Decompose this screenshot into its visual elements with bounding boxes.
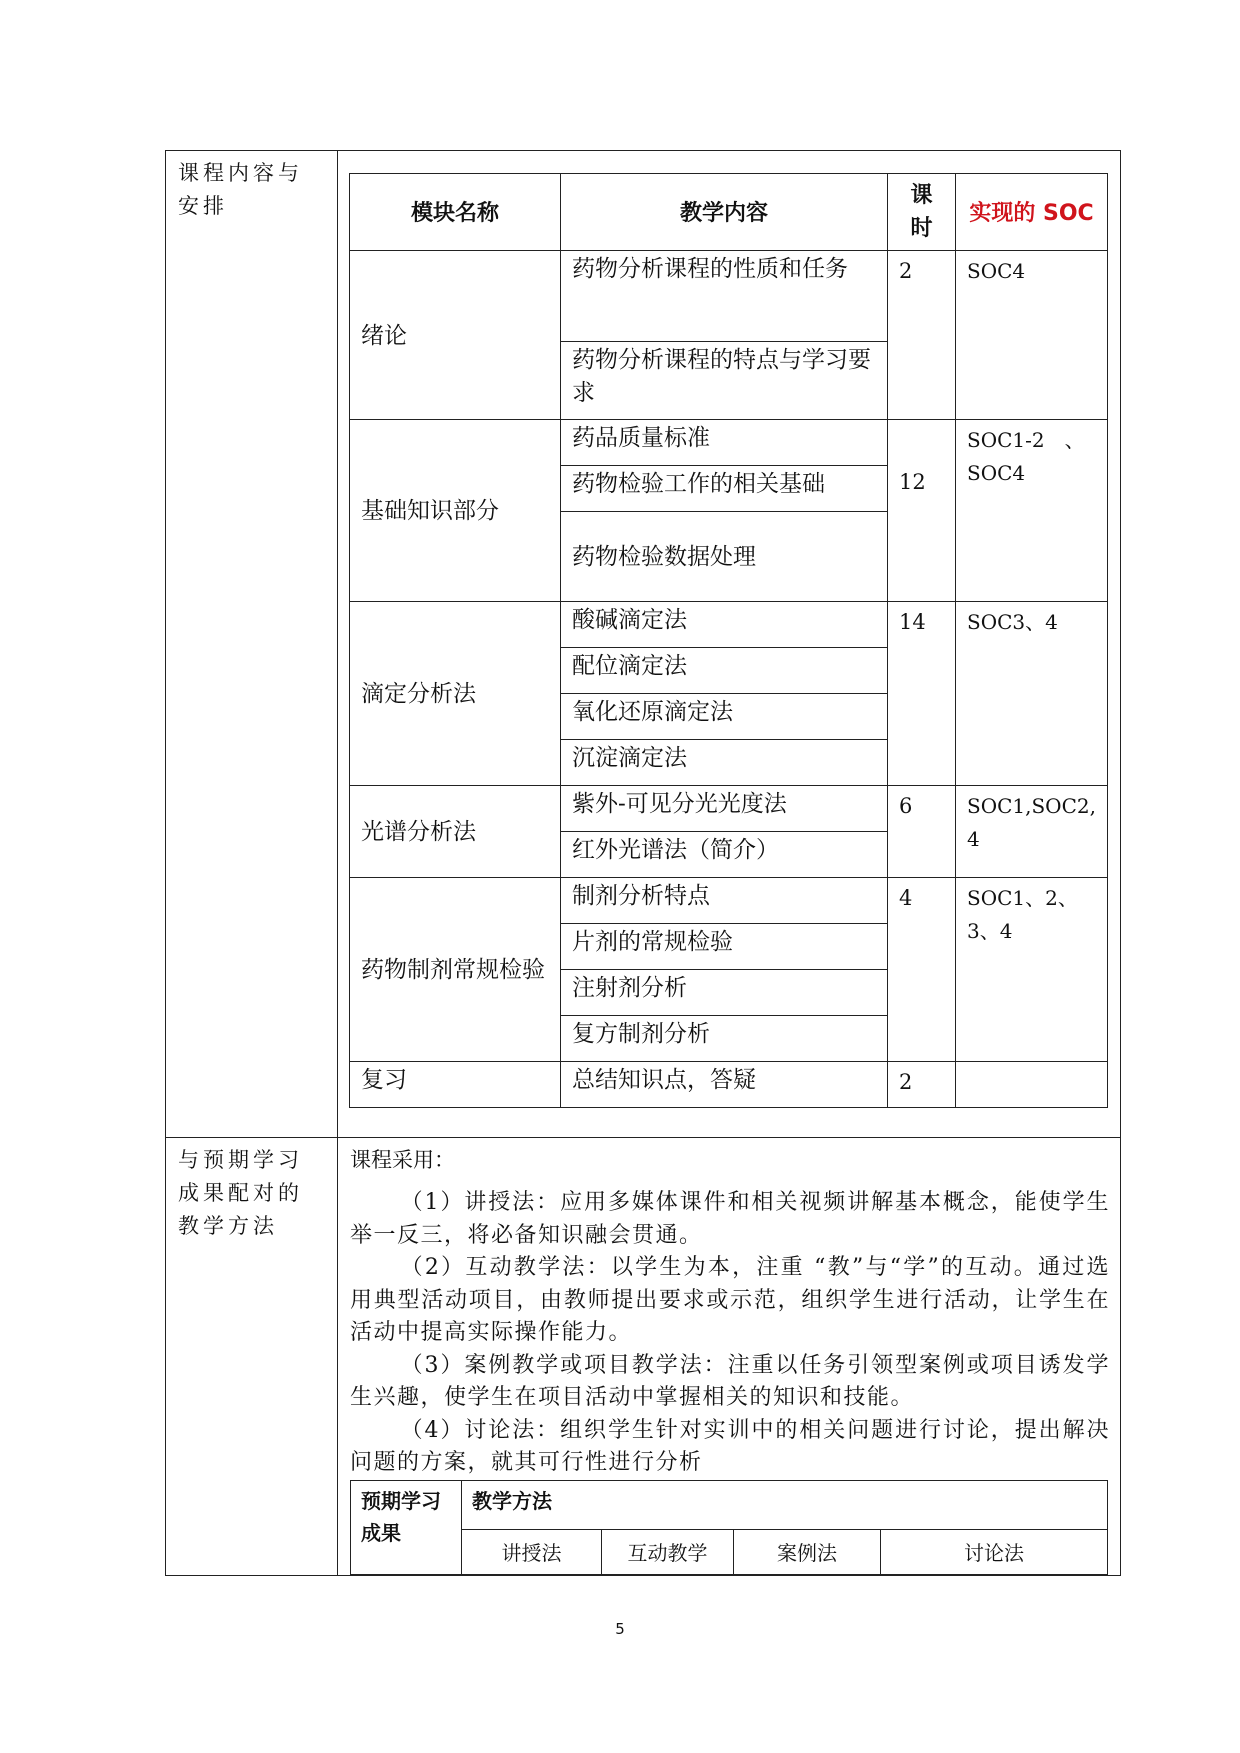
content-item: 红外光谱法（简介）: [561, 832, 888, 878]
content-item: 总结知识点，答疑: [561, 1062, 888, 1108]
outcome-header: 预期学习成果: [351, 1480, 462, 1574]
module-name: 基础知识部分: [350, 420, 561, 602]
content-item: 药品质量标准: [561, 420, 888, 466]
header-soc: 实现的 SOC: [956, 174, 1108, 251]
content-item: 药物分析课程的特点与学习要求: [561, 342, 888, 420]
methods-paragraphs: [338, 1187, 1120, 1480]
module-table: [349, 173, 1108, 1108]
content-item: 氧化还原滴定法: [561, 694, 888, 740]
method-paragraph: （2）互动教学法：以学生为本，注重 “教”与“学”的互动。通过选用典型活动项目，由教师提出要求或示范，组织学生进行活动，让学生在活动中提高实际操作能力。: [350, 1255, 1110, 1345]
method-paragraph: （1）讲授法：应用多媒体课件和相关视频讲解基本概念，能使学生举一反三，将必备知识融会贯通。: [350, 1190, 1110, 1248]
hours-value: 2: [888, 251, 956, 420]
soc-value: SOC3、4: [956, 602, 1108, 786]
content-item: 片剂的常规检验: [561, 924, 888, 970]
content-label-cell: [166, 151, 338, 1138]
hours-value: 2: [888, 1062, 956, 1108]
content-item: 沉淀滴定法: [561, 740, 888, 786]
course-outline-table: [165, 150, 1121, 1576]
methods-intro: 课程采用：: [350, 1148, 455, 1172]
outcome-method-table: [350, 1480, 1108, 1575]
content-cell: [338, 151, 1121, 1138]
soc-value: SOC1,SOC2,4: [956, 786, 1108, 878]
soc-value: SOC1-2 、SOC4: [956, 420, 1108, 602]
hours-value: 12: [888, 420, 956, 602]
content-item: 酸碱滴定法: [561, 602, 888, 648]
content-item: 紫外-可见分光光度法: [561, 786, 888, 832]
hours-value: 14: [888, 602, 956, 786]
method-col: 互动教学: [602, 1529, 734, 1574]
method-col: 讲授法: [462, 1529, 602, 1574]
content-item: 注射剂分析: [561, 970, 888, 1016]
module-name: 绪论: [350, 251, 561, 420]
hours-value: 4: [888, 878, 956, 1062]
header-module: 模块名称: [350, 174, 561, 251]
method-col: 案例法: [734, 1529, 881, 1574]
soc-value: SOC4: [956, 251, 1108, 420]
method-col: 讨论法: [881, 1529, 1108, 1574]
module-name: 滴定分析法: [350, 602, 561, 786]
methods-label-cell: [166, 1138, 338, 1576]
module-name: 复习: [350, 1062, 561, 1108]
soc-value: [956, 1062, 1108, 1108]
methods-label: 与预期学习成果配对的教学方法: [178, 1148, 303, 1238]
content-item: 药物检验工作的相关基础: [561, 466, 888, 512]
module-name: 光谱分析法: [350, 786, 561, 878]
content-item: 制剂分析特点: [561, 878, 888, 924]
module-name: 药物制剂常规检验: [350, 878, 561, 1062]
content-label: 课程内容与安排: [178, 161, 303, 218]
content-item: 复方制剂分析: [561, 1016, 888, 1062]
method-paragraph: （4）讨论法：组织学生针对实训中的相关问题进行讨论，提出解决问题的方案，就其可行性进行分析: [350, 1417, 1110, 1475]
method-header: 教学方法: [462, 1480, 1108, 1529]
header-hours: 课时: [888, 174, 956, 251]
method-paragraph: （3）案例教学或项目教学法：注重以任务引领型案例或项目诱发学生兴趣，使学生在项目活动中掌握相关的知识和技能。: [350, 1352, 1110, 1410]
content-item: 配位滴定法: [561, 648, 888, 694]
methods-cell: [338, 1138, 1121, 1576]
content-item: 药物检验数据处理: [561, 512, 888, 602]
content-item: 药物分析课程的性质和任务: [561, 251, 888, 342]
page-number: 5: [615, 1620, 625, 1638]
header-content: 教学内容: [561, 174, 888, 251]
hours-value: 6: [888, 786, 956, 878]
soc-value: SOC1、2、3、4: [956, 878, 1108, 1062]
